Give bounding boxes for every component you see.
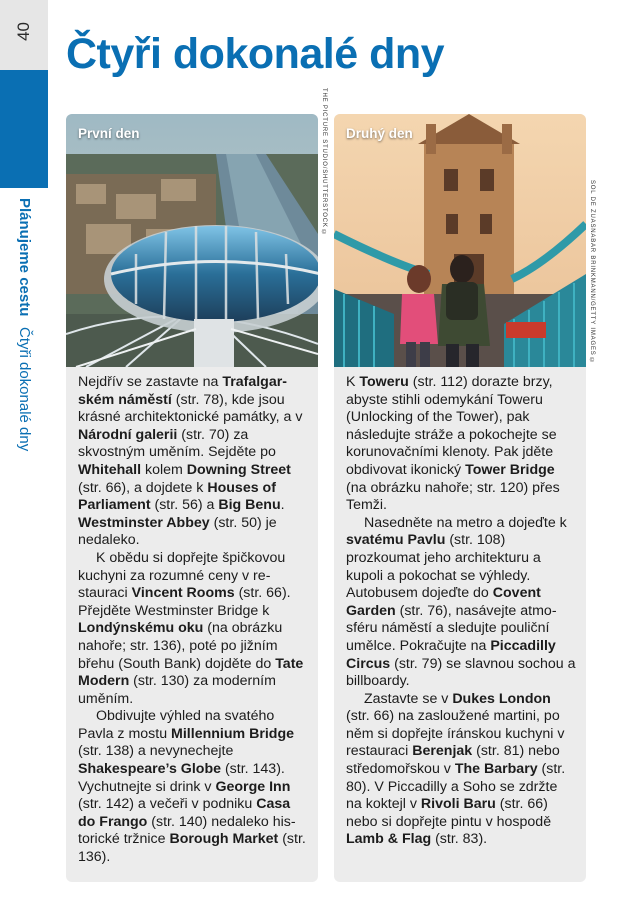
text-run: (str. 140) nedaleko historické tržnice [78,813,296,848]
place-name: Casa do Frango [78,796,291,830]
text-run: Obdivujte výhled na svatého Pavla z mostu [78,708,275,742]
text-run: Zastavte se v [364,690,453,707]
place-name: Tower Bridge [465,461,555,478]
place-name: Berenjak [412,743,473,760]
place-name: Národní galerii [78,426,178,443]
place-name: Londýnskému oku [78,620,204,637]
place-name: Houses of Parliament [78,479,276,514]
text-run: . [280,497,285,514]
text-run: (na obrázku nahoře; str. 136), poté po jižním břehu (South Bank) dojděte do [78,620,283,672]
text-run: (str. 83). [431,831,488,848]
place-name: Covent Garden [346,585,541,619]
text-run: (str. 79) se slavnou sochou a billboardy. [346,655,576,690]
section-color-tab [0,70,48,188]
day1-card [66,114,318,882]
place-name: svatému Pavlu [346,532,446,549]
place-name: Downing Street [186,461,291,478]
day1-paragraph [78,708,308,866]
place-name: Rivoli Baru [420,796,496,813]
text-run: (str. 142) a večeři v podniku [78,796,257,813]
place-name: Trafalgarském náměstí [78,374,287,408]
text-run: (na obrázku nahoře; str. 120) přes Temži. [346,479,560,514]
day2-paragraph [346,374,576,515]
place-name: Shakespeare’s Globe [78,761,221,778]
place-name: Toweru [359,374,409,390]
place-name: Westminster Abbey [78,514,210,531]
place-name: Lamb & Flag [346,831,432,848]
page-number-tab [0,0,48,70]
place-name: George Inn [215,778,291,795]
subsection-title: Čtyři dokonalé dny [16,326,33,451]
day2-paragraph [346,691,576,849]
day2-text [334,367,586,849]
day2-photo [334,114,586,367]
day1-paragraph [78,550,308,708]
text-run: (str. 80). V Piccadilly a Soho se zdržte na koktejl v [346,761,566,813]
london-eye-image [66,114,318,367]
text-run: (str. 136). [78,831,306,866]
text-run: K [346,374,360,390]
text-run: (str. 66) na zasloužené martini, po něm si dopřejte íránskou kuchyni v restauraci [346,708,565,760]
text-run: (str. 112) dorazte brzy, abyste stihli odemykání Toweru (Unlocking of the Tower), pak následujte stráže a pokochejte se korunovačními klenoty. Pak jděte obdivovat ikonický [346,374,557,478]
text-run: (str. 66), a dojdete k [78,479,208,496]
day1-photo [66,114,318,367]
day2-card [334,114,586,882]
text-run: (str. 143). Vychutnejte si drink v [78,761,285,795]
text-run: (str. 138) a nevynechejte [78,743,234,760]
page-number: 40 [14,22,33,41]
day1-label: První den [78,126,140,141]
day2-paragraph [346,515,576,691]
place-name: Dukes London [452,690,551,707]
text-run: (str. 76), nasávejte atmosféru náměstí a sledujte pouliční umělce. Pokračujte na [346,602,557,654]
place-name: The Barbary [454,761,538,778]
text-run: (str. 108) prozkoumat jeho architekturu a kupoli a pokochat se výhledy. Autobusem dojeďte do [346,532,541,602]
day1-paragraph [78,374,308,550]
place-name: Tate Modern [78,655,304,690]
text-run: (str. 50) je nedaleko. [78,514,277,549]
text-run: (str. 130) za moderním uměním. [78,673,276,707]
page-title: Čtyři dokonalé dny [66,30,445,78]
text-run: (str. 56) a [150,497,219,514]
day2-label: Druhý den [346,126,413,141]
place-name: Millennium Bridge [171,725,295,742]
running-header [16,198,33,498]
text-run: (str. 66) nebo si dopřejte pintu v hospodě [346,796,552,830]
text-run: (str. 70) za skvostným uměním. Sejděte po [78,426,276,461]
text-run: (str. 81) nebo středomořskou v [346,743,560,778]
text-run: (str. 78), kde jsou krásné architektonické památky, a v [78,391,303,426]
place-name: Big Benu [218,497,281,514]
text-run: kolem [141,461,187,478]
day1-photo-credit: THE PICTURE STUDIO/SHUTTERSTOCK © [321,88,327,237]
text-run: (str. 66). Přejděte Westminster Bridge k [78,585,291,619]
place-name: Piccadilly Circus [346,637,556,672]
day1-text [66,367,318,867]
place-name: Borough Market [169,831,279,848]
text-run: Nejdřív se zastavte na [78,374,223,390]
place-name: Vincent Rooms [131,585,235,602]
day2-photo-credit: SOL DE ZUASNABAR BRINKMANN/GETTY IMAGES © [589,180,595,365]
tower-bridge-image [334,114,586,367]
text-run: Nasedněte na metro a dojeďte k [364,514,567,531]
section-title: Plánujeme cestu [16,198,33,317]
text-run: K obědu si dopřejte špičkovou kuchyni za rozumné ceny v restauraci [78,549,286,602]
place-name: Whitehall [78,461,142,478]
